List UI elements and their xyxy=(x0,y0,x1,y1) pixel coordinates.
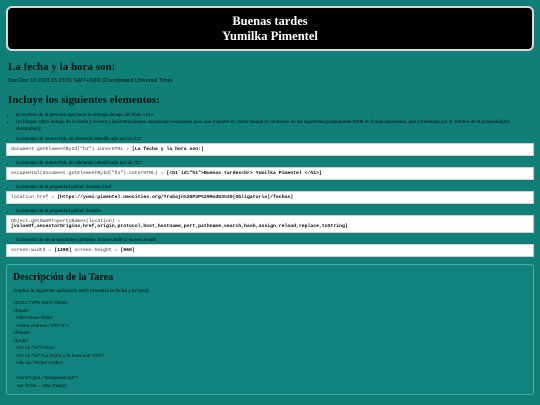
code-mid: screen.height = xyxy=(71,248,121,253)
property-code-href xyxy=(6,191,534,204)
property-list xyxy=(6,207,534,214)
property-code-innerhtml xyxy=(6,143,534,156)
property-list xyxy=(6,135,534,142)
code-value: [La fecha y la hora son:] xyxy=(131,147,204,152)
list-item: • El nombre de la persona que hace la entrega debajo del título <h1>. xyxy=(16,111,534,118)
banner-greeting: Buenas tardes xyxy=(232,14,308,28)
task-intro: Ampliar la siguiente aplicación Web (muestra la fecha y la hora): xyxy=(13,289,150,294)
code-prefix: Object.getOwnPropertyNames(location) = xyxy=(11,219,121,224)
task-description xyxy=(6,264,534,395)
code-prefix: escapeHtml(document.getElementById("h1").outerHTML) = xyxy=(11,171,167,176)
property-list xyxy=(6,183,534,190)
property-list xyxy=(6,159,534,166)
date-text: Sun Dec 10 2023 15:23:01 GMT+0000 (Coordinated Universal Time) xyxy=(8,78,173,84)
date-heading: La fecha y la hora son: xyxy=(8,61,116,73)
code-value: [1280] xyxy=(54,248,72,253)
property-code-screen xyxy=(6,244,534,257)
code-value: [<h1 id="h1">Buenas tardes<br> Yumilka Pimentel </h1>] xyxy=(166,171,322,176)
task-code: <!DOCTYPE html><html> <head> <title>Date</title> <meta charset="UTF-8"> </head> <body> <h1 id="h1"></h1> <h2 id="h2">La fecha y la hora son:</h2> <div id="fecha"></div> <script type="text/javascript"> var fecha = new Date(); xyxy=(13,301,105,389)
property-label-location: • Contenido de la propiedad global: location xyxy=(16,207,534,214)
code-value: [valueOf,ancestorOrigins,href,origin,protocol,host,hostname,port,pathname,search,hash,assign,reload,replace,toString] xyxy=(11,224,348,229)
property-label-href: • Contenido de la propiedad global: location.href xyxy=(16,183,534,190)
code-prefix: location.href = xyxy=(11,195,58,200)
property-label-screen: • Contenido de las propiedades globales: screen.width y screen.heigth xyxy=(16,236,534,243)
code-value: [https://yumi-pimentel.neocities.org/Trabajo%20P2P%20Mod03%20(Obligatorio)/fechas] xyxy=(57,195,294,200)
code-value: [960] xyxy=(120,248,135,253)
property-code-outerhtml xyxy=(6,167,534,180)
banner-name: Yumilka Pimentel xyxy=(222,29,318,43)
property-label-innerhtml: • Contenido de innerHTML de elemento identificado por id="h2" xyxy=(16,135,534,142)
list-item: • Un bloque <div> debajo de la fecha y la hora y las instrucciones JavaScript necesarias para que muestre en dicho bloque el contenido de las siguientes propiedades DOM en líneas separadas, que comienzan por el nombre de la propiedad(es) mostrada(s): xyxy=(16,118,534,132)
property-list xyxy=(6,236,534,243)
task-heading: Descripción de la Tarea xyxy=(13,272,114,283)
elements-list xyxy=(6,111,534,132)
property-label-outerhtml: • Contenido de outerHTML de elemento identificado por id="h1" xyxy=(16,159,534,166)
page-banner xyxy=(6,6,534,51)
elements-heading: Incluye los siguientes elementos: xyxy=(8,94,160,106)
property-code-location xyxy=(6,215,534,233)
code-prefix: document.getElementById("h2").innerHTML = xyxy=(11,147,132,152)
code-prefix: screen.width = xyxy=(11,248,55,253)
